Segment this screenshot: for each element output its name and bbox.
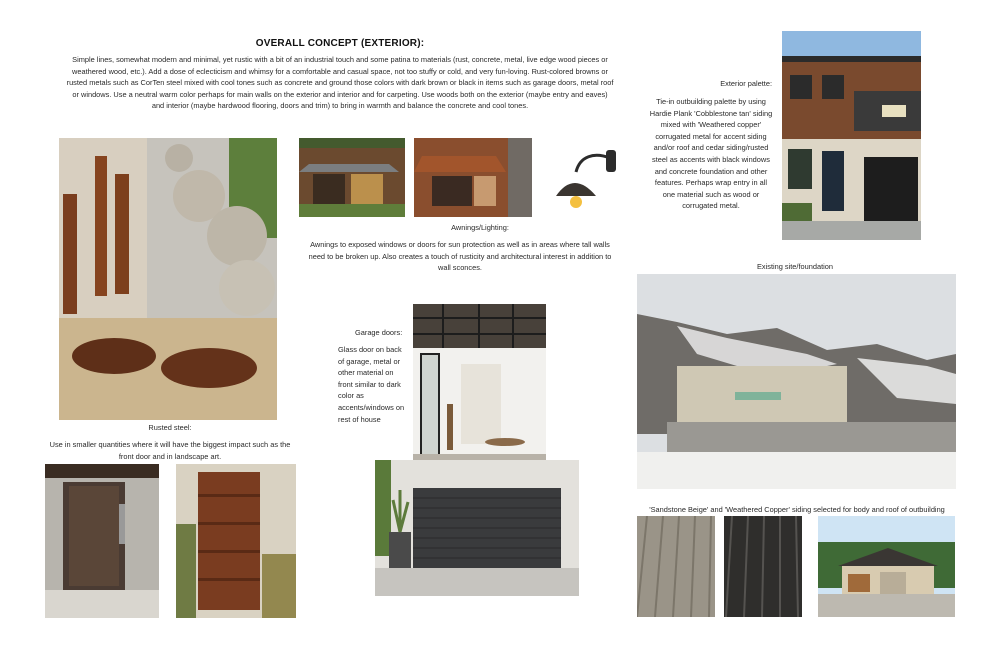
sandstone-beige-siding-photo [637,516,715,617]
siding-caption: 'Sandstone Beige' and 'Weathered Copper' siding selected for body and roof of outbuilding [649,505,945,514]
awning-garage-photo [299,138,405,217]
rusted-steel-garden-photo [59,138,277,420]
existing-site-photo [637,274,956,489]
garage-text: Glass door on back of garage, metal or other material on front similar to dark color as accents/windows on rest of house [338,345,405,424]
intro-paragraph: Simple lines, somewhat modern and minimal, yet rustic with a bit of an industrial touch and some patina to materials (rust, concrete, metal, live edge wood pieces or weathered wood, etc.). Add a dose of eclecticism and whimsy for a comfortable and casual space, not too stuffy or cold, and very fun-loving. Rust-colored browns or rusted metals such as CorTen steel mixed with cool tones such as concrete and ground those colors with dark brown or black in items such as garage doors, metal roof or windows. Use a neutral warm color perhaps for main walls on the exterior and interior and for carpeting. Use woods both on the exterior (maybe entry and eaves) and interior (maybe hardwood flooring, doors and trim) to bring in warmth and balance the concrete and cool tones. [66,55,614,111]
rusted-steel-heading: Rusted steel: [148,423,192,432]
awning-window-photo [414,138,532,217]
existing-site-caption: Existing site/foundation [756,262,833,271]
outbuilding-photo [818,516,955,617]
awnings-text: Awnings to exposed windows or doors for sun protection as well as in areas where tall walls need to be broken up. Also creates a touch of rusticity and architectural interest in addition to wall sconces. [308,240,612,273]
wall-sconce-photo [544,144,622,214]
exterior-palette-text: Tie-in outbuilding palette by using Hardie Plank 'Cobblestone tan' siding mixed with 'Weathered copper' corrugated metal for accent siding and/or roof and cedar siding/rusted steel as accents with black windows and concrete foundation and other features. Perhaps wrap entry in all one material such as wood or corrugated metal. [649,97,773,211]
garage-heading: Garage doors: [355,328,403,337]
glass-garage-door-photo [413,304,546,476]
exterior-palette-heading: Exterior palette: [720,79,772,88]
page-title: OVERALL CONCEPT (EXTERIOR): [255,38,425,49]
dark-garage-door-photo [375,460,579,596]
rusted-front-door-photo [45,464,159,618]
rusted-steel-text: Use in smaller quantities where it will have the biggest impact such as the front door and in landscape art. [49,440,291,461]
awnings-heading: Awnings/Lighting: [451,223,509,232]
rusted-gate-photo [176,464,296,618]
house-exterior-photo [782,31,921,240]
weathered-copper-siding-photo [724,516,802,617]
